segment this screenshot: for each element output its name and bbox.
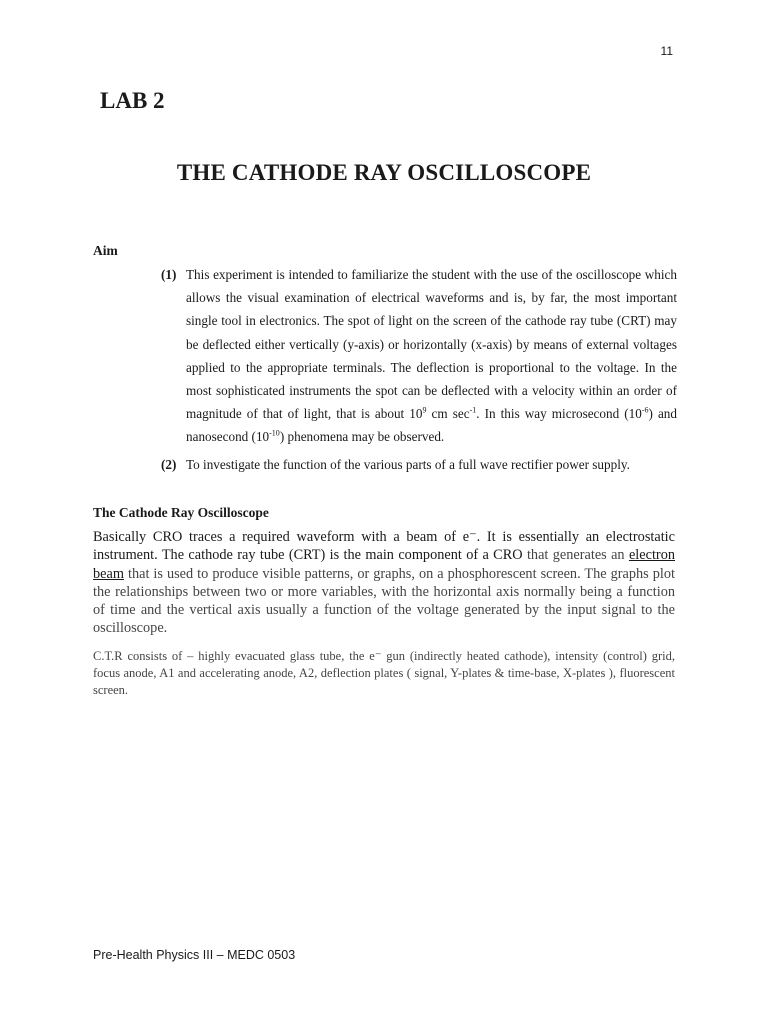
- page-footer: Pre-Health Physics III – MEDC 0503: [93, 948, 296, 962]
- cro-paragraph-1: Basically CRO traces a required waveform with a beam of e⁻. It is essentially an electrostatic instrument. The cathode ray tube (CRT) is the main component of a CRO that generates an electron beam that is used to produce visible patterns, or graphs, on a phosphorescent screen. The graphs plot the relationships between two or more variables, with the horizontal axis normally being a function of time and the vertical axis usually a function of the voltage generated by the input signal to the oscilloscope.: [93, 529, 675, 637]
- lab-title: LAB 2: [100, 88, 165, 113]
- aim-heading: Aim: [93, 243, 118, 258]
- aim-item-1-text: This experiment is intended to familiarize the student with the use of the oscilloscope which allows the visual examination of electrical waveforms and is, by far, the most important single tool in electronics. The spot of light on the screen of the cathode ray tube (CRT) may be deflected either vertically (y-axis) or horizontally (x-axis) by means of external voltages applied to the appropriate terminals. The deflection is proportional to the voltage. In the most sophisticated instruments the spot can be deflected with a velocity within an order of magnitude of that of light, that is about $10^9$ cm $\sec^{-1}$. In this way microsecond $(10^{-6})$ and nanosecond $(10^{-10})$ phenomena may be observed.: [186, 267, 677, 445]
- page-number: 11: [660, 44, 673, 58]
- cro-paragraph-2: C.T.R consists of – highly evacuated glass tube, the e⁻ gun (indirectly heated cathode), intensity (control) grid, focus anode, A1 and accelerating anode, A2, deflection plates ( signal, Y-plates & time-base, X-plates ), fluorescent screen.: [93, 649, 675, 697]
- aim-item-1: [161, 263, 677, 449]
- electron-beam-link[interactable]: electron beam: [93, 547, 675, 582]
- page-title: THE CATHODE RAY OSCILLOSCOPE: [176, 160, 592, 185]
- aim-item-2-text: To investigate the function of the various parts of a full wave rectifier power supply.: [186, 457, 630, 472]
- section-heading: The Cathode Ray Oscilloscope: [93, 505, 269, 520]
- aim-item-2: [161, 453, 677, 476]
- aim-item-1-number: (1): [161, 267, 177, 282]
- aim-item-2-number: (2): [161, 457, 177, 472]
